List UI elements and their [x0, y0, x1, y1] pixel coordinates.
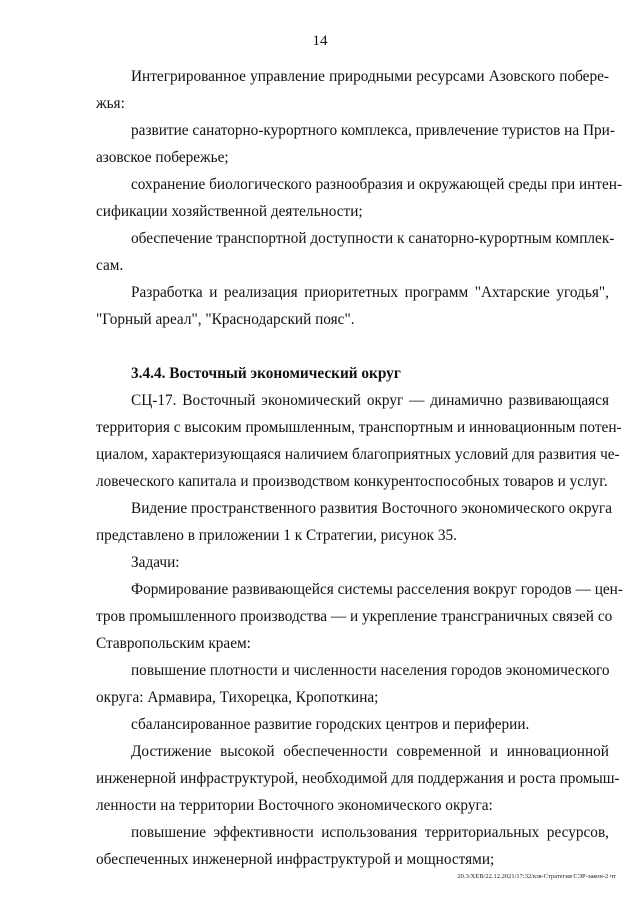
- text-line: сам.: [96, 257, 124, 274]
- text-line: циалом, характеризующаяся наличием благоприятных условий для развития че-: [96, 446, 620, 463]
- text-line: Интегрированное управление природными ресурсами Азовского побере-: [131, 68, 609, 85]
- text-line: развитие санаторно-курортного комплекса, привлечение туристов на При-: [131, 122, 615, 139]
- text-line: округа: Армавира, Тихорецка, Кропоткина;: [96, 689, 379, 706]
- text-line: азовское побережье;: [96, 149, 229, 166]
- text-line: жья:: [96, 95, 125, 112]
- text-line: Достижение высокой обеспеченности современной и инновационной: [131, 743, 609, 760]
- text-line: обеспечение транспортной доступности к санаторно-курортным комплек-: [131, 230, 615, 247]
- text-line: территория с высоким промышленным, транспортным и инновационным потен-: [96, 419, 622, 436]
- section-heading: 3.4.4. Восточный экономический округ: [131, 365, 401, 382]
- text-line: повышение плотности и численности населения городов экономического: [131, 662, 610, 679]
- text-line: повышение эффективности использования территориальных ресурсов,: [131, 824, 609, 841]
- text-line: Задачи:: [131, 554, 180, 571]
- text-line: Видение пространственного развития Восточного экономического округа: [131, 500, 612, 517]
- text-line: сбалансированное развитие городских центров и периферии.: [131, 716, 530, 733]
- text-line: инженерной инфраструктурой, необходимой для поддержания и роста промыш-: [96, 770, 620, 787]
- text-line: сификации хозяйственной деятельности;: [96, 203, 363, 220]
- text-line: СЦ-17. Восточный экономический округ — динамично развивающаяся: [131, 392, 609, 409]
- text-line: ловеческого капитала и производством конкурентоспособных товаров и услуг.: [96, 473, 608, 490]
- text-line: тров промышленного производства — и укрепление трансграничных связей со: [96, 608, 613, 625]
- page-number: 14: [312, 33, 328, 49]
- text-line: "Горный ареал", "Краснодарский пояс".: [96, 311, 355, 328]
- text-line: обеспеченных инженерной инфраструктурой и мощностями;: [96, 851, 495, 868]
- document-footer: 20.3/XEB/22.12.2021/17:32/кзя-Стратегия СЭР-закон-2 чт: [457, 873, 616, 880]
- text-line: сохранение биологического разнообразия и окружающей среды при интен-: [131, 176, 623, 193]
- text-line: Ставропольским краем:: [96, 635, 251, 652]
- text-line: Формирование развивающейся системы расселения вокруг городов — цен-: [131, 581, 623, 598]
- text-line: ленности на территории Восточного экономического округа:: [96, 797, 493, 814]
- text-line: представлено в приложении 1 к Стратегии, рисунок 35.: [96, 527, 457, 544]
- text-line: Разработка и реализация приоритетных программ "Ахтарские угодья",: [131, 284, 609, 301]
